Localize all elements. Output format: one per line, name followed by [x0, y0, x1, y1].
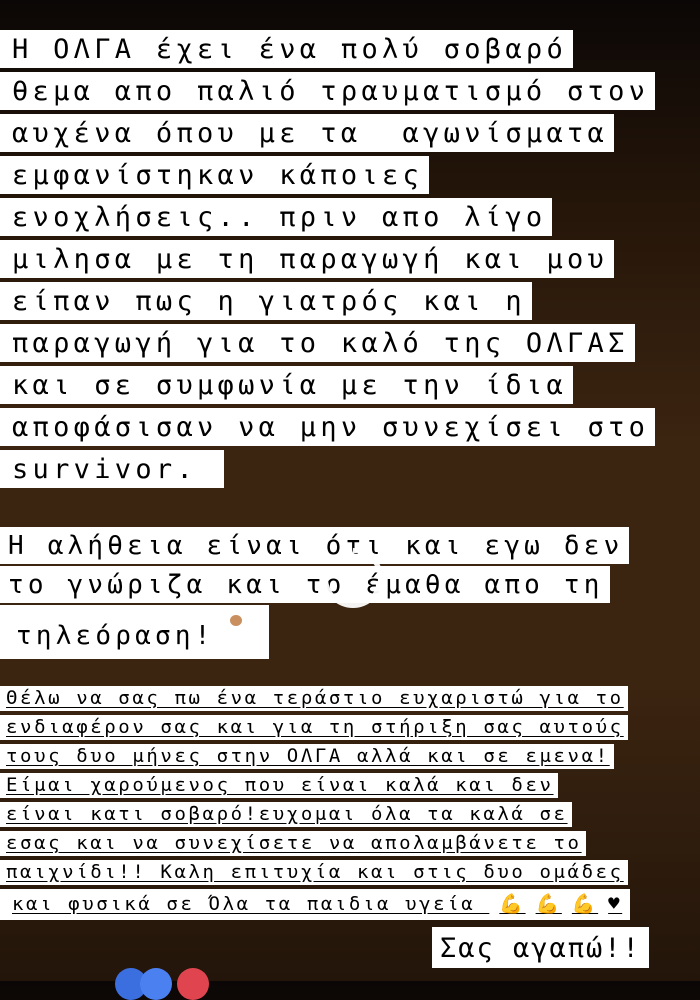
- text-line: μιλησα με τη παραγωγή και μου: [0, 240, 614, 278]
- text-line: αυχένα όπου με τα αγωνίσματα: [0, 114, 614, 152]
- reaction-blue-icon: [140, 968, 172, 1000]
- text-line: παιχνίδι!! Καλη επιτυχία και στις δυο ομάδες: [0, 860, 628, 885]
- text-line: και σε συμφωνία με την ίδια: [0, 366, 573, 404]
- reaction-red-icon: [177, 968, 209, 1000]
- text-line: [0, 605, 269, 659]
- text-line: ενδιαφέρον σας και για τη στήριξη σας αυτούς: [0, 715, 628, 740]
- text-line: [0, 889, 630, 920]
- flexed-biceps-icon: 💪: [566, 892, 602, 917]
- text-line: Η αλήθεια είναι ότι και εγω δεν: [0, 527, 629, 564]
- text-line: Είμαι χαρούμενος που είναι καλά και δεν: [0, 773, 558, 798]
- text-line: εμφανίστηκαν κάποιες: [0, 156, 429, 194]
- text-line: εσας και να συνεχίσετε να απολαμβάνετε το: [0, 831, 586, 856]
- text-line: Η ΟΛΓΑ έχει ένα πολύ σοβαρό: [0, 30, 573, 68]
- text-line: το γνώριζα και το έμαθα απο τη: [0, 566, 610, 603]
- text-line: είναι κατι σοβαρό!ευχομαι όλα τα καλά σε: [0, 802, 572, 827]
- closing-line: Σας αγαπώ!!: [432, 927, 649, 968]
- text-line: παραγωγή για το καλό της ΟΛΓΑΣ: [0, 324, 635, 362]
- text-line: ενοχλήσεις.. πριν απο λίγο: [0, 198, 552, 236]
- text-segment: τηλεόραση!: [8, 617, 221, 654]
- text-line: είπαν πως η γιατρός και η: [0, 282, 532, 320]
- red-heart-icon: ♥: [602, 892, 626, 917]
- text-line: θεμα απο παλιό τραυματισμό στον: [0, 72, 655, 110]
- man-shrugging-emoji: [223, 611, 263, 648]
- text-line: Θέλω να σας πω ένα τεράστιο ευχαριστώ για το: [0, 686, 628, 711]
- flexed-biceps-icon: 💪: [530, 892, 566, 917]
- text-line: τους δυο μήνες στην ΟΛΓΑ αλλά και σε εμενα!: [0, 744, 614, 769]
- text-line: survivor.: [0, 450, 224, 488]
- text-segment: και φυσικά σε Όλα τα παιδια υγεία: [6, 892, 493, 917]
- flexed-biceps-icon: 💪: [493, 892, 529, 917]
- text-line: αποφάσισαν να μην συνεχίσει στο: [0, 408, 655, 446]
